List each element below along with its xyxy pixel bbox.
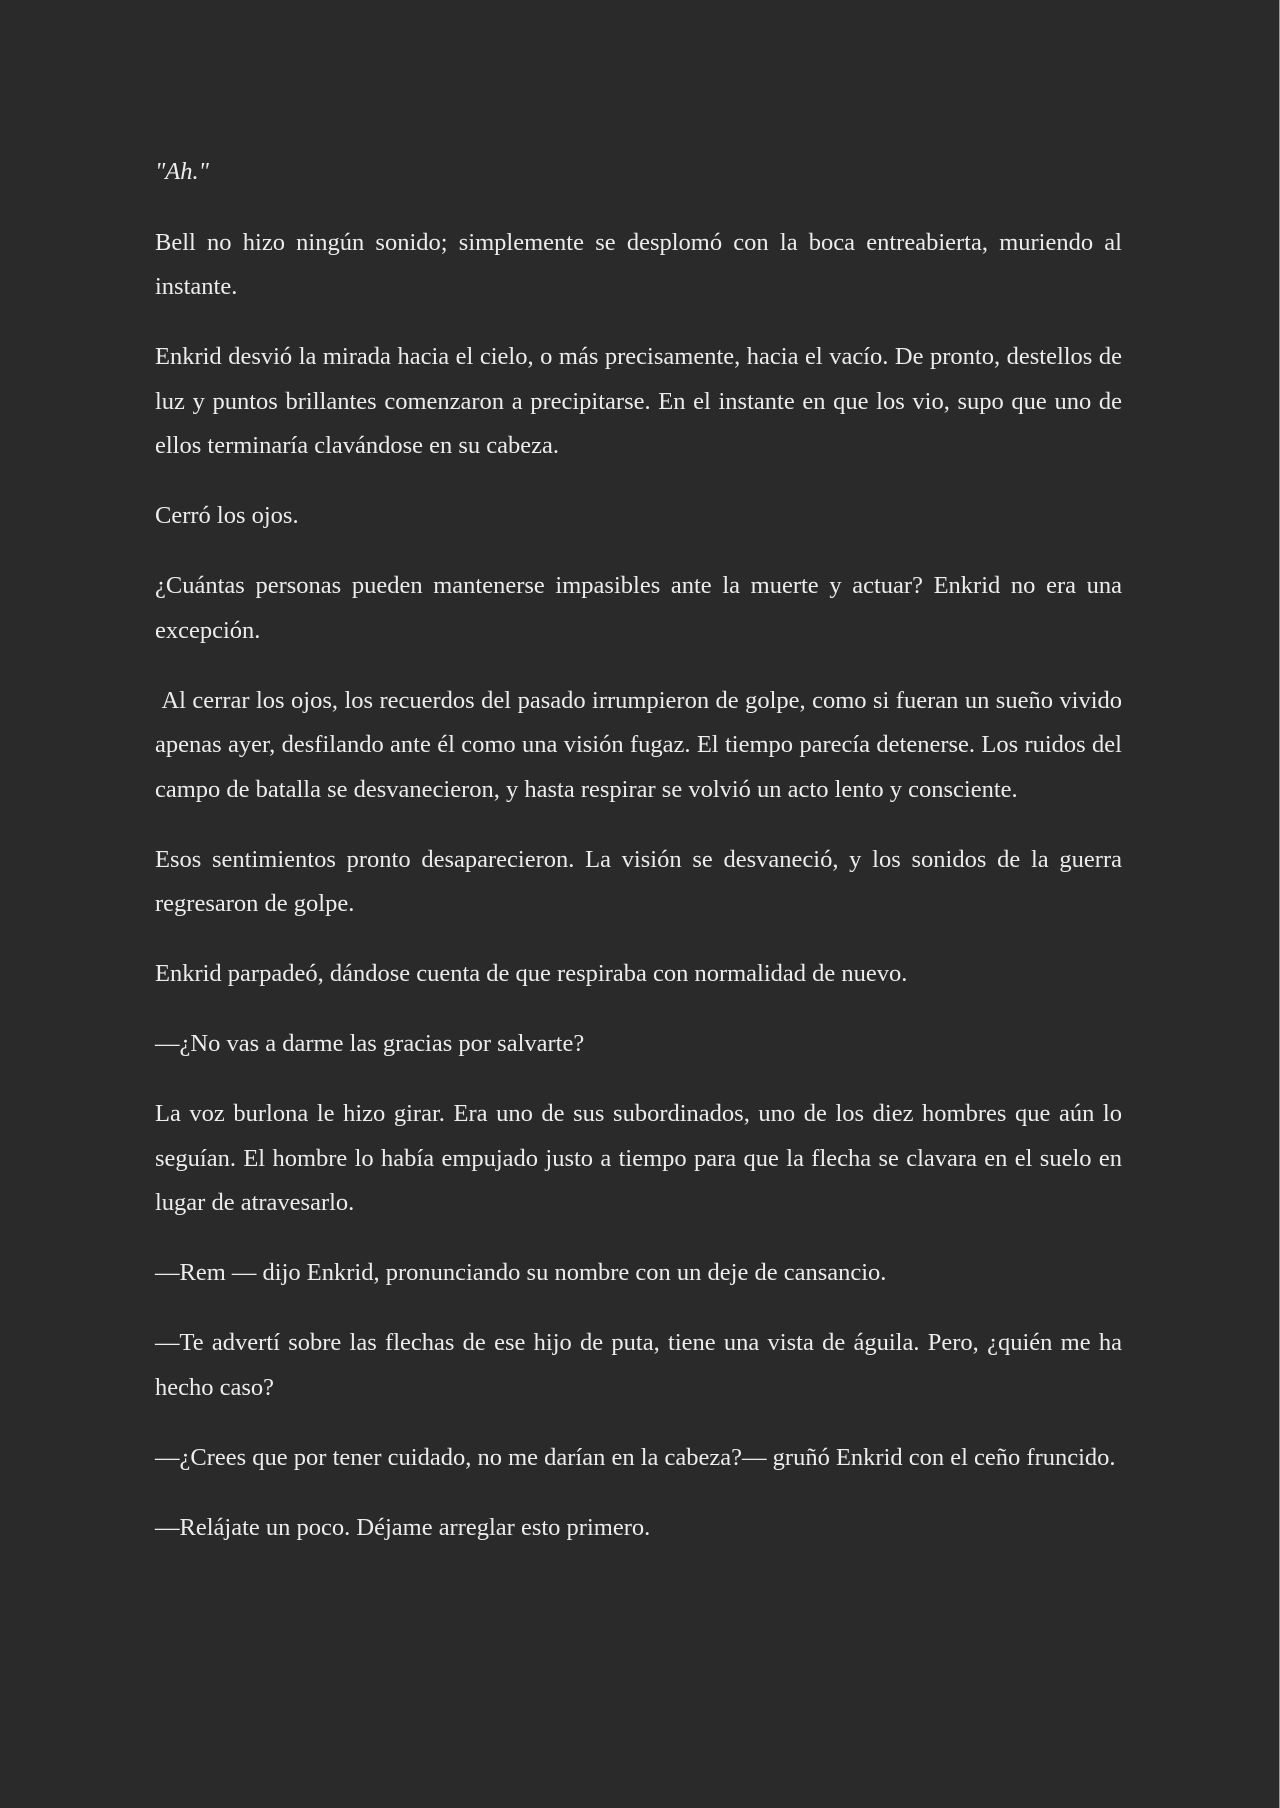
- paragraph: Cerró los ojos.: [155, 502, 299, 529]
- dialogue-line: —¿Crees que por tener cuidado, no me darían en la cabeza?— gruñó Enkrid con el ceño fruncido.: [155, 1443, 1116, 1471]
- dialogue-line: —Rem — dijo Enkrid, pronunciando su nombre con un deje de cansancio.: [155, 1259, 887, 1286]
- paragraph-exclamation: "Ah.": [155, 158, 209, 185]
- paragraph: Esos sentimientos pronto desaparecieron. La visión se desvaneció, y los sonidos de la guerra regresaron de golpe.: [155, 845, 1122, 917]
- dialogue-line: —Relájate un poco. Déjame arreglar esto primero.: [155, 1513, 651, 1541]
- paragraph: Al cerrar los ojos, los recuerdos del pasado irrumpieron de golpe, como si fueran un sueño vivido apenas ayer, desfilando ante él como una visión fugaz. El tiempo parecía detenerse. Los ruidos del campo de batalla se desvanecieron, y hasta respirar se volvió un acto lento y consciente.: [155, 686, 1129, 803]
- paragraph: ¿Cuántas personas pueden mantenerse impasibles ante la muerte y actuar? Enkrid no era una excepción.: [155, 572, 1122, 644]
- paragraph: La voz burlona le hizo girar. Era uno de sus subordinados, uno de los diez hombres que aún lo seguían. El hombre lo había empujado justo a tiempo para que la flecha se clavara en el suelo en lugar de atravesarlo.: [155, 1100, 1122, 1216]
- dialogue-line: —¿No vas a darme las gracias por salvarte?: [155, 1030, 585, 1057]
- paragraph: Bell no hizo ningún sonido; simplemente se desplomó con la boca entreabierta, muriendo al instante.: [155, 228, 1122, 300]
- paragraph: Enkrid desvió la mirada hacia el cielo, o más precisamente, hacia el vacío. De pronto, destellos de luz y puntos brillantes comenzaron a precipitarse. En el instante en que los vio, supo que uno de ellos terminaría clavándose en su cabeza.: [155, 343, 1122, 459]
- dialogue-line: —Te advertí sobre las flechas de ese hijo de puta, tiene una vista de águila. Pero, ¿quién me ha hecho caso?: [155, 1329, 1122, 1401]
- document-page: [155, 150, 1129, 1576]
- paragraph: Enkrid parpadeó, dándose cuenta de que respiraba con normalidad de nuevo.: [155, 960, 908, 987]
